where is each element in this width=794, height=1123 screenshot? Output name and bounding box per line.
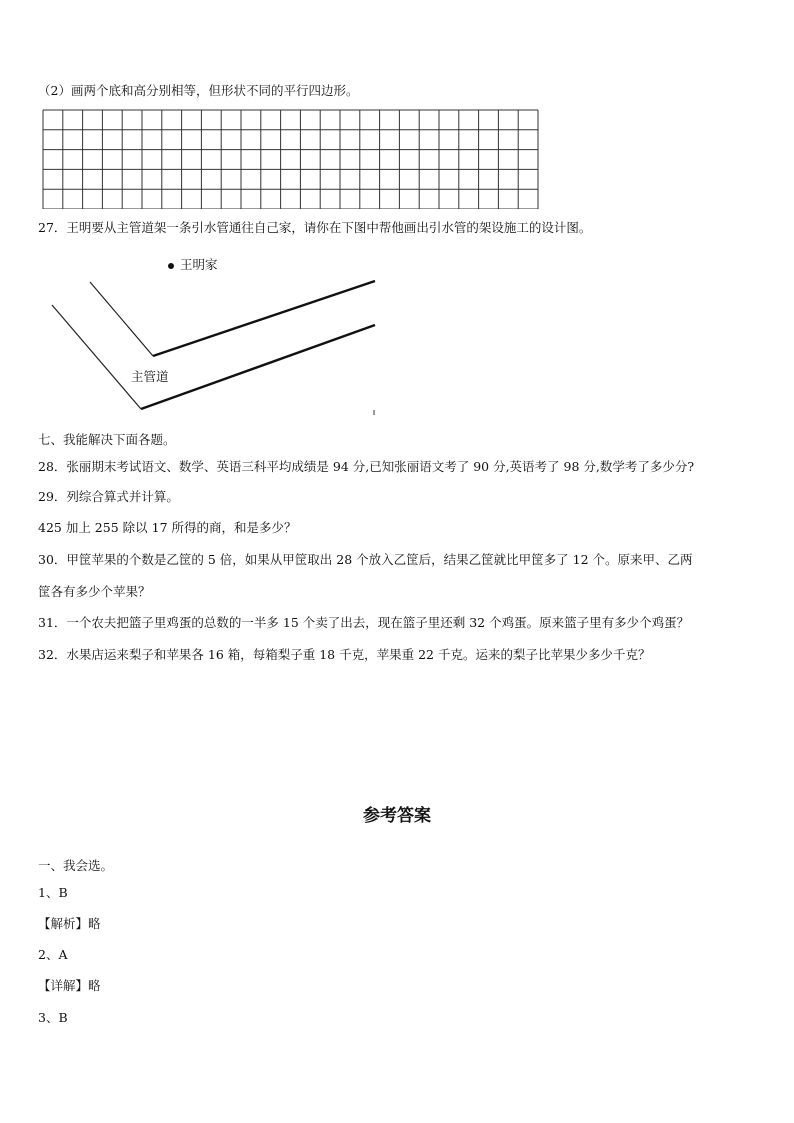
question-29: 29．列综合算式并计算。	[38, 489, 179, 504]
question-30-line-2: 筐各有多少个苹果？	[38, 584, 151, 599]
drawing-grid[interactable]	[42, 109, 542, 209]
main-pipe-label: 主管道	[131, 369, 169, 384]
answer-2-note: 【详解】略	[38, 978, 101, 993]
question-28: 28．张丽期末考试语文、数学、英语三科平均成绩是 94 分,已知张丽语文考了 90 分,英语考了 98 分,数学考了多少分?	[38, 459, 695, 474]
question-32: 32．水果店运来梨子和苹果各 16 箱，每箱梨子重 18 千克，苹果重 22 千克。运来的梨子比苹果少多少千克？	[38, 647, 651, 662]
grid-svg	[42, 109, 542, 209]
question-29-body: 425 加上 255 除以 17 所得的商，和是多少？	[38, 520, 297, 535]
question-27: 27．王明要从主管道架一条引水管通往自己家，请你在下图中帮他画出引水管的架设施工的设计图。	[38, 220, 592, 235]
answers-title: 参考答案	[363, 806, 431, 826]
answer-1-note: 【解析】略	[38, 916, 101, 931]
answer-2: 2、A	[38, 947, 68, 962]
question-31: 31．一个农夫把篮子里鸡蛋的总数的一半多 15 个卖了出去，现在篮子里还剩 32 个鸡蛋。原来篮子里有多少个鸡蛋？	[38, 615, 690, 630]
road-upper-edge	[153, 281, 375, 356]
pipe-diagram	[40, 250, 380, 420]
house-label: 王明家	[180, 257, 218, 272]
answers-section-1: 一、我会选。	[38, 858, 114, 873]
house-dot	[168, 263, 174, 269]
main-pipe-diagonal	[52, 305, 141, 409]
section-7-heading: 七、我能解决下面各题。	[38, 432, 176, 447]
main-pipe-edge	[141, 325, 375, 409]
road-upper-diagonal	[90, 282, 153, 356]
question-26-part-2: （2）画两个底和高分别相等，但形状不同的平行四边形。	[38, 83, 359, 98]
answer-1: 1、B	[38, 885, 68, 900]
question-30-line-1: 30．甲筐苹果的个数是乙筐的 5 倍，如果从甲筐取出 28 个放入乙筐后，结果乙筐就比甲筐多了 12 个。原来甲、乙两	[38, 552, 693, 567]
answer-3: 3、B	[38, 1010, 68, 1025]
